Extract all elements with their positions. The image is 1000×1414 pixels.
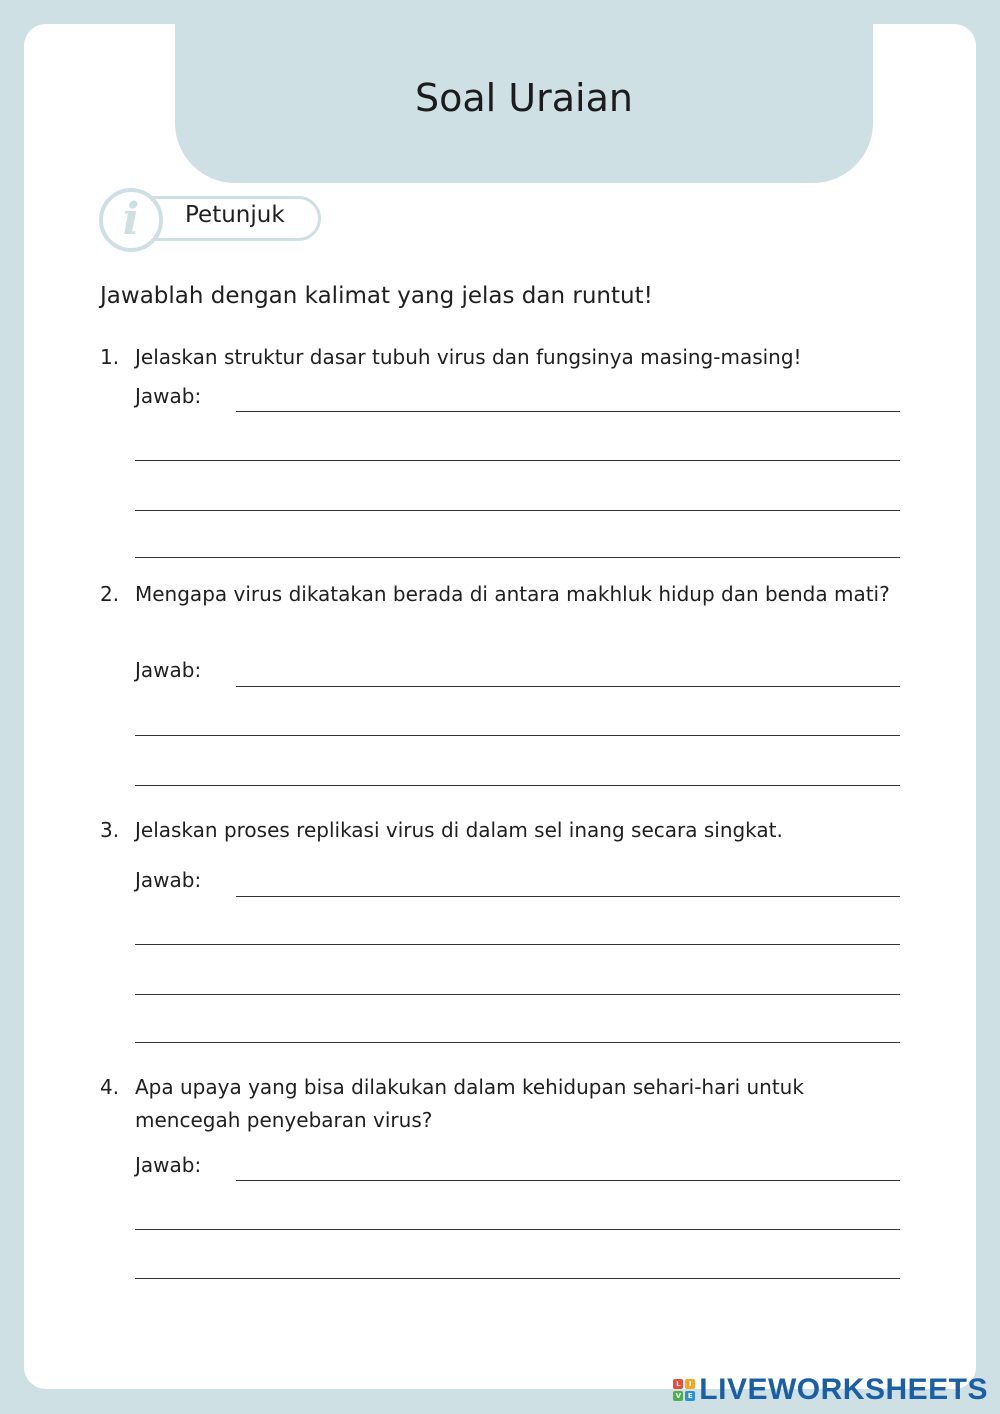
- answer-line[interactable]: [236, 686, 900, 687]
- page-title: Soal Uraian: [415, 75, 633, 120]
- answer-line[interactable]: [135, 1042, 900, 1043]
- answer-line[interactable]: [135, 994, 900, 995]
- answer-line[interactable]: [135, 1229, 900, 1230]
- answer-line[interactable]: [236, 1180, 900, 1181]
- logo-text: LIVEWORKSHEETS: [699, 1373, 988, 1406]
- question-number: 4.: [100, 1075, 120, 1099]
- logo-mark-icon: [673, 1379, 695, 1401]
- answer-line[interactable]: [135, 557, 900, 558]
- answer-line[interactable]: [236, 896, 900, 897]
- instruction-text: Jawablah dengan kalimat yang jelas dan runtut!: [100, 283, 653, 309]
- answer-line[interactable]: [135, 510, 900, 511]
- answer-label: Jawab:: [135, 384, 202, 408]
- logo-mark-cell: V: [673, 1391, 683, 1401]
- question-text: Jelaskan struktur dasar tubuh virus dan fungsinya masing-masing!: [135, 345, 802, 369]
- petunjuk-badge: [99, 188, 323, 252]
- answer-line[interactable]: [135, 785, 900, 786]
- question-number: 1.: [100, 345, 120, 369]
- answer-line[interactable]: [135, 735, 900, 736]
- info-icon: [99, 188, 163, 252]
- answer-label: Jawab:: [135, 658, 202, 682]
- logo-mark-cell: I: [685, 1379, 695, 1389]
- answer-line[interactable]: [236, 411, 900, 412]
- logo-mark-cell: L: [673, 1379, 683, 1389]
- title-banner: [175, 24, 873, 183]
- answer-line[interactable]: [135, 1278, 900, 1279]
- question-text: Apa upaya yang bisa dilakukan dalam kehidupan sehari-hari untuk mencegah penyebaran virus?: [135, 1075, 804, 1132]
- info-icon-glyph: i: [122, 194, 140, 245]
- answer-label: Jawab:: [135, 1153, 202, 1177]
- liveworksheets-logo[interactable]: [673, 1373, 988, 1407]
- question-text: Jelaskan proses replikasi virus di dalam sel inang secara singkat.: [135, 818, 783, 842]
- question-text: Mengapa virus dikatakan berada di antara makhluk hidup dan benda mati?: [135, 582, 890, 606]
- question-number: 2.: [100, 582, 120, 606]
- answer-label: Jawab:: [135, 868, 202, 892]
- petunjuk-label: Petunjuk: [185, 202, 285, 228]
- question-number: 3.: [100, 818, 120, 842]
- answer-line[interactable]: [135, 944, 900, 945]
- logo-mark-cell: E: [685, 1391, 695, 1401]
- answer-line[interactable]: [135, 460, 900, 461]
